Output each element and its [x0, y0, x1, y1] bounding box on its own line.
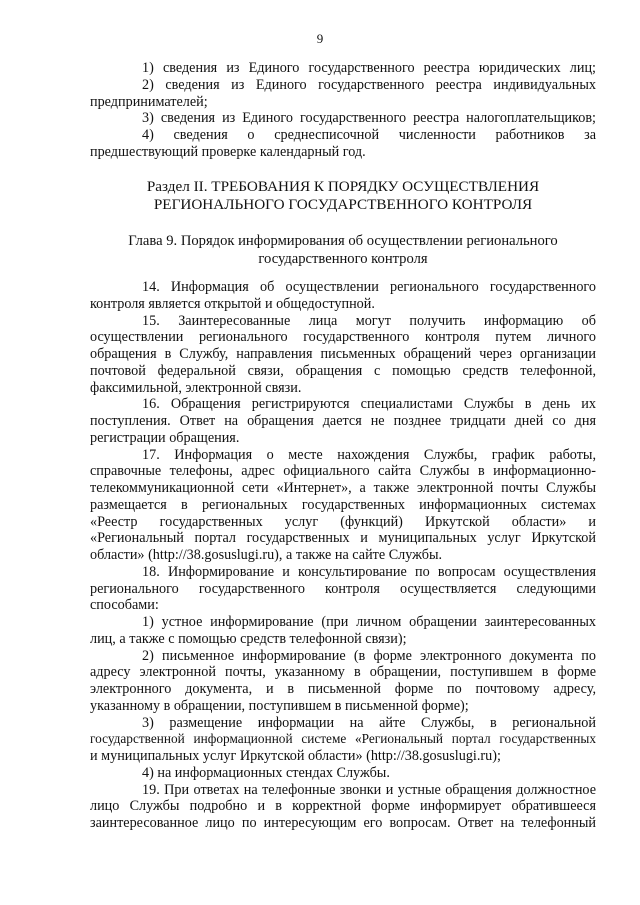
paragraph-line: государственной информационной системе «Региональный портал государственных — [90, 731, 596, 747]
paragraph-line: «Региональный портал государственных и муниципальных услуг Иркутской — [90, 530, 596, 547]
body-text — [90, 279, 596, 832]
paragraph-line: 2) письменное информирование (в форме электронного документа по — [142, 647, 596, 664]
paragraph-line: 16. Обращения регистрируются специалистами Службы в день их — [142, 396, 596, 413]
paragraph-line: 4) на информационных стендах Службы. — [142, 764, 390, 781]
info-sources-list — [90, 60, 596, 161]
paragraph-line: 3) размещение информации на айте Службы, в региональной — [142, 714, 596, 731]
chapter-title-line: государственного контроля — [258, 251, 428, 267]
list-item-continuation: предпринимателей; — [90, 93, 208, 110]
chapter-title-line: Глава 9. Порядок информирования об осуществлении регионального — [128, 233, 558, 249]
section-title-line: Раздел II. ТРЕБОВАНИЯ К ПОРЯДКУ ОСУЩЕСТВЛЕНИЯ — [146, 178, 540, 195]
page-number: 9 — [316, 31, 324, 46]
list-item: 2) сведения из Единого государственного реестра индивидуальных — [142, 76, 596, 93]
section-title-line: РЕГИОНАЛЬНОГО ГОСУДАРСТВЕННОГО КОНТРОЛЯ — [153, 196, 533, 213]
paragraph-line: осуществлении регионального государственного контроля путем личного — [90, 329, 596, 346]
paragraph-line: лиц, а также с помощью средств телефонной связи); — [90, 630, 407, 647]
list-item: 1) сведения из Единого государственного реестра юридических лиц; — [142, 60, 596, 76]
paragraph-line: 1) устное информирование (при личном обращении заинтересованных — [142, 614, 596, 630]
paragraph-line: обращения в Службу, направления письменных обращений через организации — [90, 346, 596, 362]
paragraph-line: факсимильной, электронной связи. — [90, 379, 302, 396]
paragraph-line: почтовой федеральной связи, обращения с помощью средств телефонной, — [90, 362, 596, 379]
section-title — [90, 178, 596, 214]
paragraph-line: указанному в обращении, поступившем в письменной форме); — [90, 697, 469, 714]
chapter-title — [90, 232, 596, 268]
paragraph-line: телекоммуникационной сети «Интернет», а также электронной почты Службы — [90, 480, 596, 496]
paragraph-line: области» (http://38.gosuslugi.ru), а также на сайте Службы. — [90, 547, 443, 563]
paragraph-line: 19. При ответах на телефонные звонки и устные обращения должностное — [142, 781, 596, 798]
paragraph-line: лицо Службы подробно и в корректной форме информирует обратившееся — [90, 798, 596, 815]
paragraph-line: заинтересованное лицо по интересующим его вопросам. Ответ на телефонный — [90, 815, 596, 831]
paragraph-line: 17. Информация о месте нахождения Службы, график работы, — [142, 446, 596, 463]
paragraph-line: 14. Информация об осуществлении регионального государственного — [142, 279, 596, 295]
paragraph-line: регионального государственного контроля осуществляется следующими — [90, 580, 596, 597]
list-item: 3) сведения из Единого государственного реестра налогоплательщиков; — [142, 110, 596, 127]
paragraph-line: электронного документа, и в письменной форме по почтовому адресу, — [90, 681, 596, 697]
paragraph-line: адресу электронной почты, указанному в обращении, поступившем в форме — [90, 664, 596, 681]
list-item-continuation: предшествующий проверке календарный год. — [90, 143, 366, 160]
paragraph-line: 18. Информирование и консультирование по вопросам осуществления — [142, 563, 596, 580]
paragraph-line: поступления. Ответ на обращения дается не позднее тридцати дней со дня — [90, 413, 596, 429]
paragraph-line: 15. Заинтересованные лица могут получить информацию об — [142, 312, 596, 329]
paragraph-line: и муниципальных услуг Иркутской области» (http://38.gosuslugi.ru); — [90, 748, 501, 764]
paragraph-line: справочные телефоны, адрес официального сайта Службы в информационно- — [90, 463, 596, 480]
paragraph-line: регистрации обращения. — [90, 429, 240, 446]
paragraph-line: способами: — [90, 597, 159, 614]
paragraph-line: размещается в региональных государственных информационных системах — [90, 496, 596, 513]
paragraph-line: «Реестр государственных услуг (функций) Иркутской области» и — [90, 513, 596, 530]
list-item: 4) сведения о среднесписочной численности работников за — [142, 127, 596, 143]
paragraph-line: контроля является открытой и общедоступной. — [90, 295, 375, 312]
